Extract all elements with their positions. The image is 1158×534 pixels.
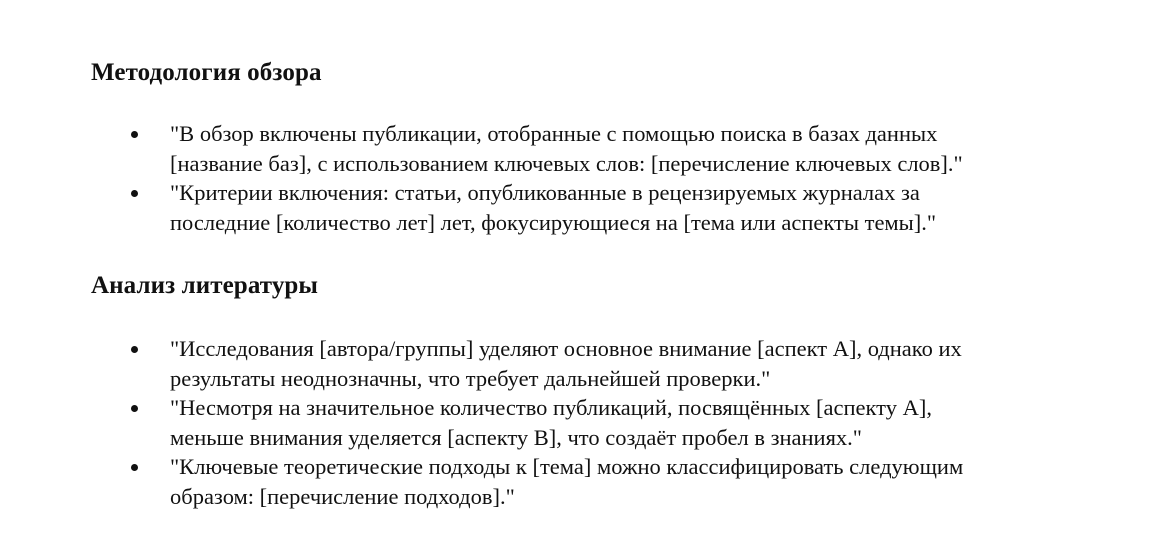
bullet-icon xyxy=(131,131,138,138)
methodology-bullet-list xyxy=(0,119,1158,237)
list-item-text: "Несмотря на значительное количество публикаций, посвящённых [аспекту А], меньше внимания уделяется [аспекту В], что создаёт пробел в знаниях." xyxy=(170,395,932,450)
list-item xyxy=(0,393,1158,452)
literature-analysis-bullet-list xyxy=(0,334,1158,511)
section-heading-literature-analysis: Анализ литературы xyxy=(91,272,319,299)
list-item xyxy=(0,334,1158,393)
list-item xyxy=(0,452,1158,511)
list-item-text: "Исследования [автора/группы] уделяют основное внимание [аспект А], однако их результаты неоднозначны, что требует дальнейшей проверки." xyxy=(170,336,962,391)
list-item xyxy=(0,178,1158,237)
section-heading-methodology: Методология обзора xyxy=(91,59,322,86)
list-item-text: "Критерии включения: статьи, опубликованные в рецензируемых журналах за последние [количество лет] лет, фокусирующиеся на [тема или аспекты темы]." xyxy=(170,180,937,235)
bullet-icon xyxy=(131,346,138,353)
list-item-text: "Ключевые теоретические подходы к [тема] можно классифицировать следующим образом: [перечисление подходов]." xyxy=(170,454,964,509)
bullet-icon xyxy=(131,190,138,197)
list-item xyxy=(0,119,1158,178)
bullet-icon xyxy=(131,405,138,412)
list-item-text: "В обзор включены публикации, отобранные с помощью поиска в базах данных [название баз], с использованием ключевых слов: [перечисление ключевых слов]." xyxy=(170,121,963,176)
bullet-icon xyxy=(131,464,138,471)
